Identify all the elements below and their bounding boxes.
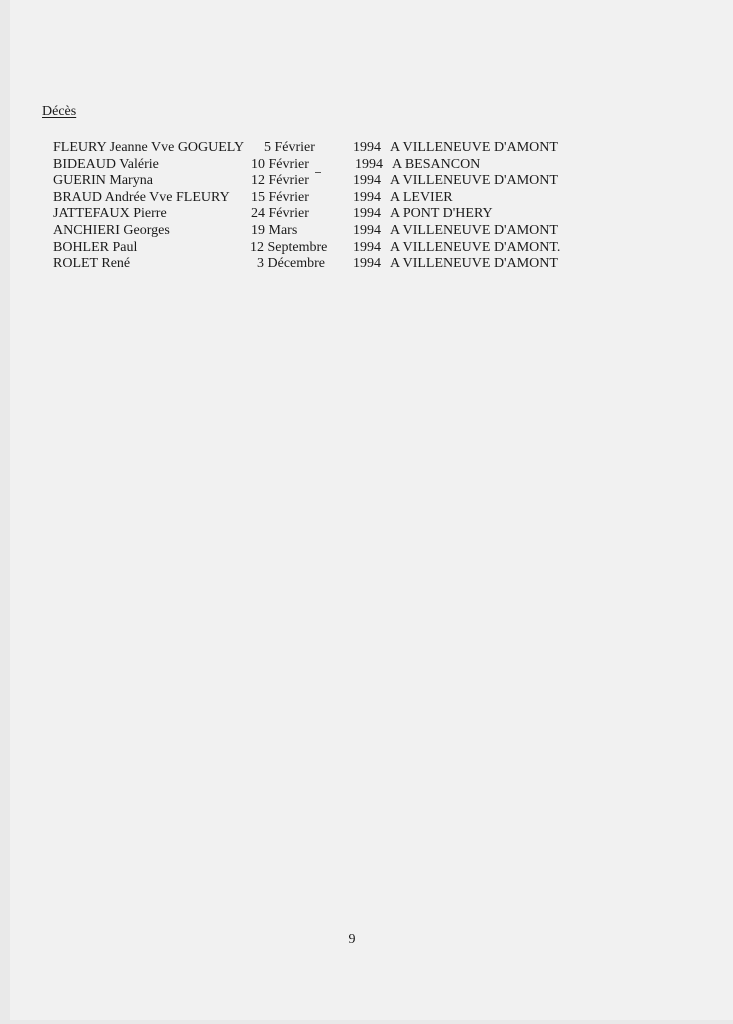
entry-date: 15 Février: [251, 189, 309, 205]
deaths-list: [10, 140, 733, 273]
entry-place: A VILLENEUVE D'AMONT: [390, 140, 558, 155]
entry-year: 1994: [353, 239, 381, 255]
entry-year: 1994: [353, 189, 381, 205]
entry-name: ROLET René: [53, 256, 131, 272]
entry-place: A VILLENEUVE D'AMONT: [390, 256, 558, 272]
entry-year: 1994: [353, 256, 381, 272]
list-item: [10, 240, 733, 257]
entry-year: 1994: [353, 173, 381, 189]
list-item: [10, 256, 733, 273]
entry-name: BIDEAUD Valérie: [53, 156, 159, 172]
entry-name: ANCHIERI Georges: [53, 222, 170, 238]
list-item: [10, 173, 733, 190]
entry-place: A VILLENEUVE D'AMONT: [390, 222, 558, 238]
list-item: [10, 223, 733, 240]
entry-year: 1994: [353, 140, 381, 155]
entry-name: BRAUD Andrée Vve FLEURY: [53, 189, 230, 205]
entry-place: A VILLENEUVE D'AMONT: [390, 173, 558, 189]
entry-place: A PONT D'HERY: [390, 206, 493, 222]
entry-date: 24 Février: [251, 206, 309, 222]
entry-date: 5 Février: [264, 140, 315, 155]
entry-name: GUERIN Maryna: [53, 173, 153, 189]
section-title: Décès: [42, 104, 77, 119]
entry-place: A LEVIER: [390, 189, 453, 205]
document-page: [10, 0, 733, 1020]
entry-date: 12 Septembre: [250, 239, 328, 255]
entry-place: A VILLENEUVE D'AMONT.: [390, 239, 561, 255]
entry-place: A BESANCON: [392, 156, 481, 172]
entry-date: 12 Février: [251, 173, 309, 189]
entry-year: 1994: [355, 156, 383, 172]
page-number: 9: [348, 932, 356, 947]
list-item: [10, 190, 733, 207]
list-item: [10, 140, 733, 157]
entry-name: JATTEFAUX Pierre: [53, 206, 167, 222]
list-item: [10, 157, 733, 174]
entry-name: BOHLER Paul: [53, 239, 138, 255]
entry-date: 10 Février: [251, 156, 309, 172]
scan-speck: [315, 172, 321, 173]
list-item: [10, 206, 733, 223]
entry-date: 3 Décembre: [257, 256, 326, 272]
entry-year: 1994: [353, 206, 381, 222]
entry-year: 1994: [353, 222, 381, 238]
entry-name: FLEURY Jeanne Vve GOGUELY: [53, 140, 245, 155]
entry-date: 19 Mars: [251, 222, 298, 238]
